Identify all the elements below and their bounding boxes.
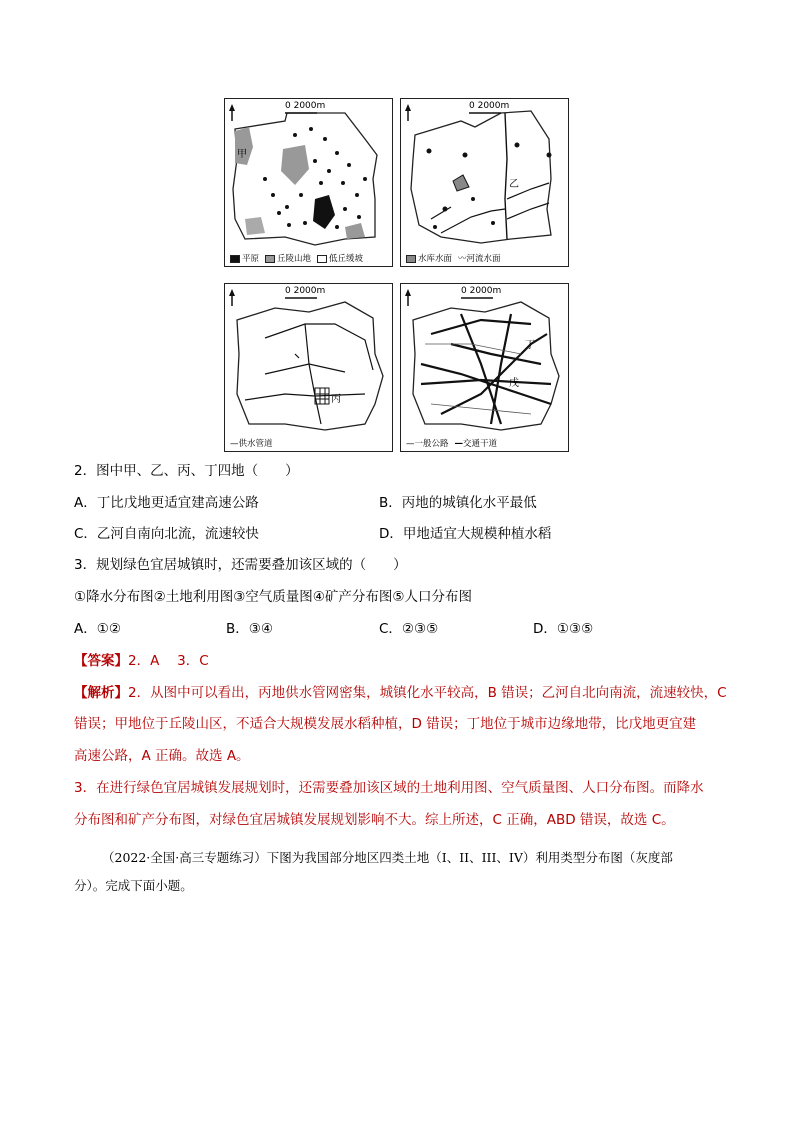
legend-item-gentle-slope: 低丘缓坡 [317, 252, 363, 266]
q3-option-d: D．①③⑤ [533, 621, 594, 637]
map-water [400, 98, 569, 267]
reservoir-swatch-icon [406, 255, 416, 263]
legend-item-pipe: —供水管道 [230, 439, 273, 449]
pipe-line-icon: — [230, 439, 239, 449]
place-label-bing: 丙 [331, 394, 341, 405]
legend-item-plain: 平原 [230, 252, 259, 266]
q3-option-c: C．②③⑤ [379, 621, 439, 637]
legend-item-river: 〰河流水面 [458, 254, 501, 264]
slope-swatch-icon [317, 255, 327, 263]
q3-option-a: A．①② [74, 621, 121, 637]
road-line-icon: — [406, 439, 415, 449]
scale-bar-label: 0 2000m [461, 286, 502, 296]
analysis-line-1 [74, 683, 727, 703]
scale-bar-label: 0 2000m [285, 101, 326, 111]
map-legend [401, 252, 568, 266]
hills-swatch-icon [265, 255, 275, 263]
water-map-graphic [401, 99, 570, 268]
map-legend [225, 252, 392, 266]
q2-option-d: D．甲地适宜大规模种植水稻 [379, 526, 552, 542]
map-water-supply [224, 283, 393, 452]
scale-bar-label: 0 2000m [285, 286, 326, 296]
arterial-line-icon: — [454, 439, 464, 449]
map-legend [401, 437, 568, 451]
analysis-tag: 【解析】 [74, 685, 128, 701]
analysis-text: 2．从图中可以看出，丙地供水管网密集，城镇化水平较高，B 错误；乙河自北向南流，流速较快，C [128, 685, 727, 701]
map-legend [225, 437, 392, 451]
next-intro-line-2: 分）。完成下面小题。 [74, 878, 193, 893]
q2-option-c: C．乙河自南向北流，流速较快 [74, 526, 259, 542]
scale-bar-label: 0 2000m [469, 101, 510, 111]
plain-swatch-icon [230, 255, 240, 263]
water-supply-map-graphic [225, 284, 394, 453]
answer-text: 2．A 3．C [128, 653, 209, 669]
place-label-yi: 乙 [509, 179, 519, 190]
transport-map-graphic [401, 284, 570, 453]
q3-option-b: B．③④ [226, 621, 273, 637]
analysis-line-3: 高速公路，A 正确。故选 A。 [74, 748, 250, 764]
terrain-map-graphic [225, 99, 394, 268]
legend-item-reservoir: 水库水面 [406, 252, 452, 266]
q2-stem: 2．图中甲、乙、丙、丁四地（ ） [74, 463, 299, 479]
q2-option-b: B．丙地的城镇化水平最低 [379, 495, 537, 511]
map-transport [400, 283, 569, 452]
legend-item-road: —一般公路 [406, 439, 449, 449]
place-label-ding: 丁 [525, 340, 535, 351]
legend-item-hills: 丘陵山地 [265, 252, 311, 266]
analysis-line-4: 3．在进行绿色宜居城镇发展规划时，还需要叠加该区域的土地利用图、空气质量图、人口分布图。而降水 [74, 780, 704, 796]
place-label-wu: 戊 [509, 378, 519, 389]
place-label-jia: 甲 [237, 149, 247, 160]
q2-option-a: A．丁比戊地更适宜建高速公路 [74, 495, 259, 511]
answer-line [74, 651, 209, 671]
q3-items: ①降水分布图②土地利用图③空气质量图④矿产分布图⑤人口分布图 [74, 589, 473, 605]
map-terrain [224, 98, 393, 267]
analysis-line-5: 分布图和矿产分布图，对绿色宜居城镇发展规划影响不大。综上所述，C 正确，ABD 错误，故选 C。 [74, 812, 675, 828]
answer-tag: 【答案】 [74, 653, 128, 669]
q3-stem: 3．规划绿色宜居城镇时，还需要叠加该区域的（ ） [74, 557, 407, 573]
legend-item-arterial: —交通干道 [454, 439, 498, 449]
analysis-line-2: 错误；甲地位于丘陵山区，不适合大规模发展水稻种植，D 错误；丁地位于城市边缘地带，比戊地更宜建 [74, 716, 697, 732]
next-intro-line-1: （2022·全国·高三专题练习）下图为我国部分地区四类土地（I、II、III、IV）利用类型分布图（灰度部 [102, 850, 673, 865]
river-line-icon: 〰 [458, 254, 467, 264]
